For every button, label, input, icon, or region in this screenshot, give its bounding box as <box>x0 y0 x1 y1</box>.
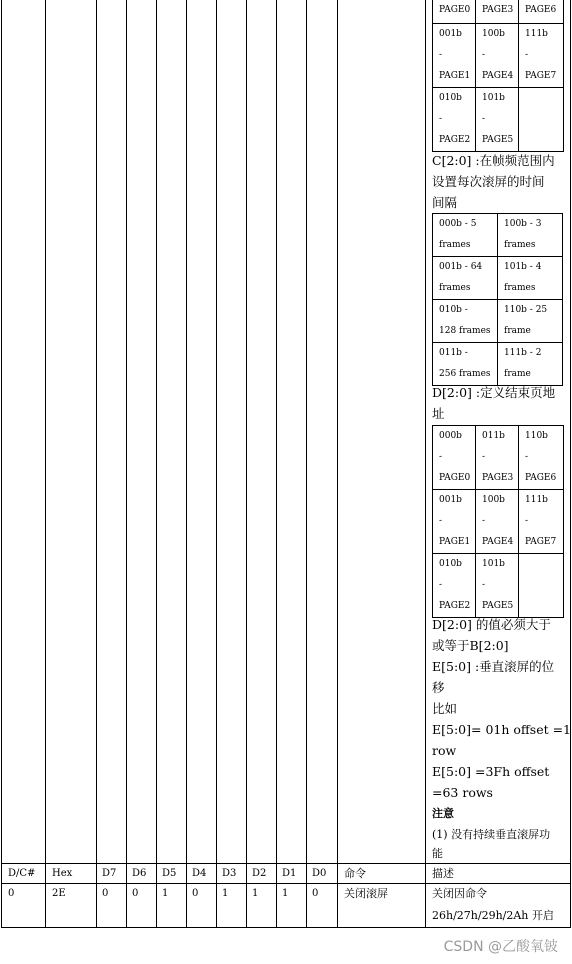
note-title: 注意 <box>432 807 454 820</box>
grid-line <box>186 0 187 928</box>
grid-line <box>96 0 97 928</box>
table-cell: 111b - 2 frame <box>498 343 563 386</box>
table-cell: 111b - PAGE7 <box>519 24 564 88</box>
note-text: 能 <box>432 847 443 860</box>
header-d6: D6 <box>132 868 147 879</box>
table-cell: 010b - 128 frames <box>433 300 498 343</box>
grid-line <box>45 0 46 928</box>
desc-line: E[5:0] =3Fh offset <box>432 764 550 779</box>
desc-line: 移 <box>432 680 445 695</box>
table-cell: 001b - 64 frames <box>433 257 498 300</box>
d-desc-line: 址 <box>432 406 445 421</box>
grid-line <box>1 0 2 928</box>
grid-line <box>570 0 571 928</box>
table-cell: 100b - 3 frames <box>498 214 563 257</box>
row-hex: 2E <box>52 888 66 899</box>
table-cell: 010b - PAGE2 <box>433 554 476 618</box>
grid-line <box>1 883 571 884</box>
desc-line: D[2:0] 的值必须大于 <box>432 617 551 632</box>
header-d5: D5 <box>162 868 177 879</box>
grid-line <box>276 0 277 928</box>
c-desc-line: C[2:0] :在帧频范围内 <box>432 153 555 168</box>
table-cell: 110b - 25 frame <box>498 300 563 343</box>
desc-line: 比如 <box>432 701 458 716</box>
table-cell: 101b - PAGE5 <box>476 554 519 618</box>
grid-line <box>246 0 247 928</box>
grid-line <box>216 0 217 928</box>
table-cell: 100b - PAGE4 <box>476 24 519 88</box>
desc-line: 或等于B[2:0] <box>432 638 509 653</box>
table-cell: PAGE6 <box>519 0 564 24</box>
header-command: 命令 <box>344 867 366 880</box>
header-d3: D3 <box>222 868 237 879</box>
table-cell: 010b - PAGE2 <box>433 88 476 152</box>
header-d0: D0 <box>312 868 327 879</box>
grid-line <box>1 927 571 928</box>
header-dc: D/C# <box>8 868 36 879</box>
table-cell: 011b - 256 frames <box>433 343 498 386</box>
row-d4: 0 <box>192 888 199 899</box>
header-d4: D4 <box>192 868 207 879</box>
table-cell: 001b - PAGE1 <box>433 24 476 88</box>
table-cell: PAGE0 <box>433 0 476 24</box>
page-address-table-d <box>432 425 564 618</box>
table-cell: 001b - PAGE1 <box>433 490 476 554</box>
c-desc-line: 设置每次滚屏的时间 <box>432 174 545 189</box>
table-cell: 000b - 5 frames <box>433 214 498 257</box>
grid-line <box>156 0 157 928</box>
desc-line: E[5:0]= 01h offset =1 <box>432 722 572 737</box>
page-address-table-top <box>432 0 564 152</box>
header-d7: D7 <box>102 868 117 879</box>
row-d2: 1 <box>252 888 259 899</box>
row-d1: 1 <box>282 888 289 899</box>
table-cell: 111b - PAGE7 <box>519 490 564 554</box>
table-cell: 100b - PAGE4 <box>476 490 519 554</box>
grid-line <box>306 0 307 928</box>
table-cell: PAGE3 <box>476 0 519 24</box>
table-cell: 101b - PAGE5 <box>476 88 519 152</box>
desc-line: =63 rows <box>432 785 493 800</box>
row-d0: 0 <box>312 888 319 899</box>
header-d2: D2 <box>252 868 267 879</box>
note-text: (1) 没有持续垂直滚屏功 <box>432 828 551 841</box>
row-description: 关闭因命令 <box>432 887 487 900</box>
row-d7: 0 <box>102 888 109 899</box>
table-cell: 011b - PAGE3 <box>476 426 519 490</box>
d-desc-line: D[2:0] :定义结束页地 <box>432 385 556 400</box>
row-d3: 1 <box>222 888 229 899</box>
table-cell: 110b - PAGE6 <box>519 426 564 490</box>
c-desc-line: 间隔 <box>432 195 458 210</box>
table-cell: 000b - PAGE0 <box>433 426 476 490</box>
row-d5: 1 <box>162 888 169 899</box>
table-cell <box>519 88 564 152</box>
table-cell <box>519 554 564 618</box>
grid-line <box>337 0 338 928</box>
table-cell: 101b - 4 frames <box>498 257 563 300</box>
desc-line: row <box>432 743 457 758</box>
grid-line <box>425 0 426 928</box>
row-d6: 0 <box>132 888 139 899</box>
row-description: 26h/27h/29h/2Ah 开启 <box>432 909 554 922</box>
grid-line <box>126 0 127 928</box>
row-command: 关闭滚屏 <box>344 887 388 900</box>
header-description: 描述 <box>432 867 454 880</box>
grid-line <box>1 863 571 864</box>
header-hex: Hex <box>52 868 73 879</box>
desc-line: E[5:0] :垂直滚屏的位 <box>432 659 555 674</box>
watermark: CSDN @乙酸氧铍 <box>443 939 558 955</box>
frames-interval-table <box>432 213 563 386</box>
row-dc: 0 <box>8 888 15 899</box>
header-d1: D1 <box>282 868 297 879</box>
